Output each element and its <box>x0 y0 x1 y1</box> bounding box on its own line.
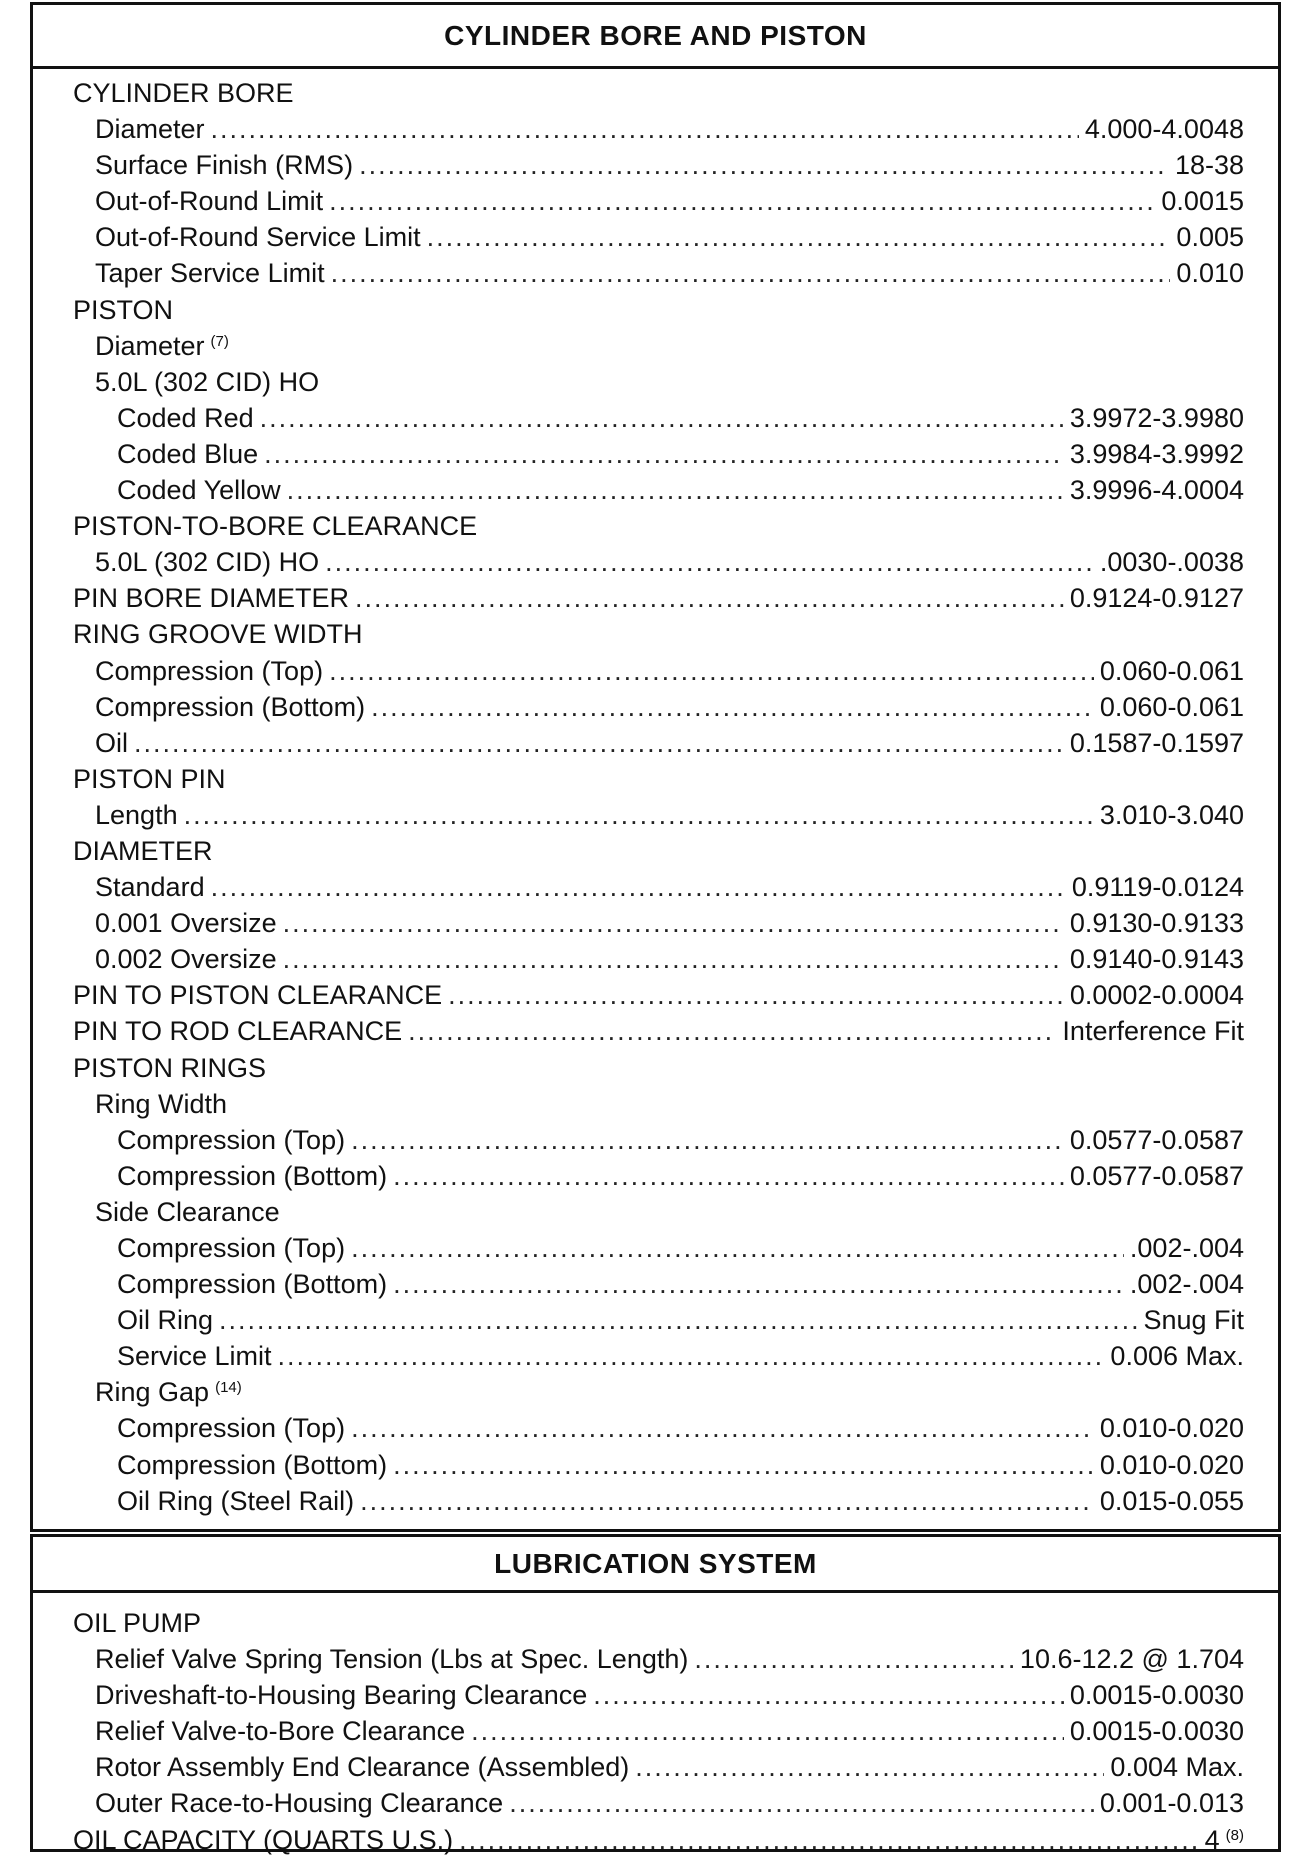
spec-label <box>117 1158 387 1194</box>
spec-value-text: Snug Fit <box>1143 1305 1244 1336</box>
spec-value <box>1176 219 1244 255</box>
spec-label-text: Coded Yellow <box>117 475 281 506</box>
spec-value-text: 0.010-0.020 <box>1099 1413 1244 1444</box>
dot-leader <box>329 653 1094 689</box>
spec-label-text: RING GROOVE WIDTH <box>73 619 363 650</box>
spec-value <box>1070 1122 1244 1158</box>
spec-row <box>33 1050 1278 1086</box>
spec-value <box>1072 869 1244 905</box>
spec-label <box>95 183 323 219</box>
spec-value-text: 0.0577-0.0587 <box>1069 1124 1244 1155</box>
spec-row <box>33 1749 1278 1785</box>
spec-value-text: 0.005 <box>1176 222 1244 253</box>
spec-label <box>95 869 205 905</box>
spec-value <box>1205 1822 1244 1858</box>
spec-row <box>33 1374 1278 1410</box>
dot-leader <box>371 689 1094 725</box>
spec-row <box>33 75 1278 111</box>
spec-label-text: PISTON <box>73 294 174 325</box>
spec-row <box>33 725 1278 761</box>
spec-label-text: Surface Finish (RMS) <box>95 150 354 181</box>
spec-value <box>1085 111 1244 147</box>
spec-row <box>33 1605 1278 1641</box>
spec-label-text: 5.0L (302 CID) HO <box>95 547 320 578</box>
spec-label-text: Length <box>95 799 178 830</box>
spec-value-text: 0.9124-0.9127 <box>1069 583 1244 614</box>
dot-leader <box>351 1410 1094 1446</box>
spec-value-text: .0030-.0038 <box>1099 547 1244 578</box>
spec-label <box>73 75 294 111</box>
spec-value <box>1070 1158 1244 1194</box>
spec-value-text: 0.010 <box>1176 258 1244 289</box>
spec-label <box>117 1266 387 1302</box>
spec-label-text: Compression (Bottom) <box>95 691 366 722</box>
spec-value-text: 3.9984-3.9992 <box>1069 438 1244 469</box>
dot-leader <box>509 1785 1094 1821</box>
dot-leader <box>355 580 1064 616</box>
spec-label <box>95 689 365 725</box>
spec-label-text: DIAMETER <box>73 835 213 866</box>
spec-label-text: Oil <box>95 727 128 758</box>
spec-value <box>1100 689 1244 725</box>
spec-row <box>33 1713 1278 1749</box>
spec-label-text: Compression (Bottom) <box>117 1160 388 1191</box>
spec-value <box>1020 1641 1244 1677</box>
spec-label <box>73 761 226 797</box>
spec-label-text: Diameter <box>95 114 205 145</box>
spec-row <box>33 328 1278 364</box>
spec-value-text: 0.9140-0.9143 <box>1069 944 1244 975</box>
spec-label-text: PIN TO ROD CLEARANCE <box>73 1016 403 1047</box>
spec-value <box>1100 1447 1244 1483</box>
spec-row <box>33 1230 1278 1266</box>
spec-label <box>95 1086 227 1122</box>
spec-value <box>1100 797 1244 833</box>
spec-label <box>95 364 319 400</box>
spec-value-text: 0.060-0.061 <box>1099 655 1244 686</box>
section-title: LUBRICATION SYSTEM <box>33 1537 1278 1593</box>
spec-value-text: 0.0015 <box>1161 186 1244 217</box>
spec-row <box>33 183 1278 219</box>
dot-leader <box>393 1447 1094 1483</box>
spec-label <box>73 1822 453 1858</box>
spec-label <box>95 544 319 580</box>
spec-value <box>1161 183 1244 219</box>
spec-label <box>73 292 173 328</box>
spec-row <box>33 797 1278 833</box>
spec-label <box>95 328 229 364</box>
spec-value <box>1143 1302 1244 1338</box>
spec-value <box>1070 1677 1244 1713</box>
dot-leader <box>360 1483 1094 1519</box>
cylinder-bore-section <box>30 2 1281 1532</box>
spec-value-text: 4.000-4.0048 <box>1084 114 1244 145</box>
dot-leader <box>184 797 1094 833</box>
spec-label-text: Ring Width <box>95 1088 228 1119</box>
spec-label <box>73 580 349 616</box>
dot-leader <box>278 1338 1105 1374</box>
spec-row <box>33 689 1278 725</box>
spec-label <box>73 616 363 652</box>
spec-label-text: Side Clearance <box>95 1196 280 1227</box>
spec-row <box>33 977 1278 1013</box>
spec-row <box>33 1302 1278 1338</box>
spec-label-text: Compression (Top) <box>95 655 324 686</box>
spec-value <box>1070 941 1244 977</box>
spec-row <box>33 255 1278 291</box>
spec-label-text: Out-of-Round Limit <box>95 186 324 217</box>
spec-value <box>1070 977 1244 1013</box>
dot-leader <box>211 869 1066 905</box>
spec-value <box>1110 1749 1244 1785</box>
spec-label-text: Oil Ring <box>117 1305 214 1336</box>
spec-value-text: 0.0015-0.0030 <box>1069 1716 1244 1747</box>
spec-row <box>33 1822 1278 1858</box>
spec-value <box>1062 1013 1244 1049</box>
spec-row <box>33 508 1278 544</box>
spec-label-text: Rotor Assembly End Clearance (Assembled) <box>95 1752 630 1783</box>
spec-label-text: Coded Red <box>117 402 254 433</box>
spec-row <box>33 869 1278 905</box>
spec-value-text: 0.060-0.061 <box>1099 691 1244 722</box>
spec-value-text: 0.001-0.013 <box>1099 1788 1244 1819</box>
spec-value <box>1100 653 1244 689</box>
spec-label <box>73 508 477 544</box>
spec-row <box>33 1785 1278 1821</box>
spec-value-text: 0.1587-0.1597 <box>1069 727 1244 758</box>
spec-value <box>1100 1410 1244 1446</box>
spec-rows <box>33 69 1278 1519</box>
spec-label-text: OIL CAPACITY (QUARTS U.S.) <box>73 1824 454 1855</box>
spec-label-text: Compression (Top) <box>117 1413 346 1444</box>
spec-label <box>73 1013 402 1049</box>
dot-leader <box>264 436 1064 472</box>
spec-value-text: .002-.004 <box>1129 1233 1244 1263</box>
spec-rows <box>33 1593 1278 1858</box>
dot-leader <box>359 147 1169 183</box>
spec-value <box>1175 147 1244 183</box>
spec-row <box>33 364 1278 400</box>
spec-value <box>1070 436 1244 472</box>
spec-label <box>117 472 281 508</box>
spec-row <box>33 833 1278 869</box>
spec-value-text: 0.0002-0.0004 <box>1069 980 1244 1011</box>
spec-label-text: OIL PUMP <box>73 1608 202 1638</box>
spec-label <box>95 1785 503 1821</box>
dot-leader <box>459 1822 1199 1858</box>
spec-label <box>73 1605 201 1641</box>
spec-row <box>33 1194 1278 1230</box>
spec-row <box>33 1086 1278 1122</box>
spec-row <box>33 472 1278 508</box>
spec-row <box>33 1338 1278 1374</box>
spec-label-text: Out-of-Round Service Limit <box>95 222 421 253</box>
spec-label-text: Standard <box>95 872 205 903</box>
spec-row <box>33 111 1278 147</box>
dot-leader <box>287 472 1064 508</box>
spec-label <box>117 1122 345 1158</box>
spec-value-text: 0.9119-0.0124 <box>1071 872 1244 903</box>
lubrication-section <box>30 1534 1281 1855</box>
spec-value-text: 3.9996-4.0004 <box>1069 475 1244 506</box>
spec-label <box>117 400 254 436</box>
dot-leader <box>329 183 1155 219</box>
spec-row <box>33 905 1278 941</box>
dot-leader <box>471 1713 1064 1749</box>
spec-row <box>33 1483 1278 1519</box>
spec-label-text: PISTON RINGS <box>73 1052 267 1083</box>
spec-value <box>1130 1266 1244 1302</box>
spec-label <box>117 1483 354 1519</box>
spec-value <box>1100 544 1244 580</box>
spec-label-text: PIN BORE DIAMETER <box>73 583 350 614</box>
spec-value-text: 10.6-12.2 @ 1.704 <box>1019 1644 1244 1675</box>
footnote-ref: (14) <box>215 1379 242 1397</box>
spec-label <box>117 436 258 472</box>
spec-label-text: Diameter <box>95 330 205 361</box>
spec-row <box>33 616 1278 652</box>
spec-label <box>95 255 325 291</box>
spec-label-text: 5.0L (302 CID) HO <box>95 366 320 397</box>
footnote-ref: (8) <box>1225 1826 1244 1844</box>
spec-value-text: 3.010-3.040 <box>1099 799 1244 830</box>
spec-label-text: 0.002 Oversize <box>95 944 277 975</box>
spec-label-text: Ring Gap <box>95 1377 210 1408</box>
spec-row <box>33 1122 1278 1158</box>
spec-label <box>95 1194 280 1230</box>
spec-label-text: Compression (Bottom) <box>117 1269 388 1300</box>
spec-value-text: 0.0015-0.0030 <box>1069 1680 1244 1711</box>
section-title: CYLINDER BORE AND PISTON <box>33 5 1278 69</box>
spec-row <box>33 761 1278 797</box>
spec-value <box>1110 1338 1244 1374</box>
spec-row <box>33 292 1278 328</box>
spec-label <box>117 1230 345 1266</box>
spec-value-text: 4 <box>1204 1824 1220 1855</box>
spec-label-text: Compression (Bottom) <box>117 1449 388 1480</box>
spec-label <box>95 941 277 977</box>
spec-value-text: 0.006 Max. <box>1110 1341 1244 1372</box>
spec-label <box>117 1302 213 1338</box>
dot-leader <box>134 725 1064 761</box>
spec-label <box>73 833 213 869</box>
spec-label <box>95 147 353 183</box>
spec-label-text: Coded Blue <box>117 438 259 469</box>
spec-value-text: 0.010-0.020 <box>1099 1449 1244 1480</box>
dot-leader <box>219 1302 1137 1338</box>
spec-value <box>1070 1713 1244 1749</box>
spec-label <box>117 1338 272 1374</box>
dot-leader <box>427 219 1171 255</box>
spec-label <box>95 1374 242 1410</box>
dot-leader <box>448 977 1064 1013</box>
spec-label <box>73 977 442 1013</box>
spec-label-text: PISTON-TO-BORE CLEARANCE <box>73 511 478 542</box>
dot-leader <box>325 544 1094 580</box>
spec-row <box>33 1641 1278 1677</box>
spec-value-text: 0.015-0.055 <box>1099 1485 1244 1516</box>
spec-value-text: 0.004 Max. <box>1110 1752 1244 1783</box>
spec-label-text: Outer Race-to-Housing Clearance <box>95 1788 504 1819</box>
spec-label <box>95 1641 688 1677</box>
spec-value-text: 3.9972-3.9980 <box>1069 402 1244 433</box>
dot-leader <box>211 111 1079 147</box>
dot-leader <box>283 941 1064 977</box>
spec-value-text: 18-38 <box>1174 150 1244 181</box>
spec-label <box>117 1447 387 1483</box>
spec-label <box>95 1677 587 1713</box>
spec-label-text: Compression (Top) <box>117 1124 346 1155</box>
spec-label-text: Service Limit <box>117 1341 272 1372</box>
dot-leader <box>260 400 1064 436</box>
spec-value <box>1130 1230 1244 1266</box>
dot-leader <box>393 1158 1064 1194</box>
dot-leader <box>408 1013 1056 1049</box>
dot-leader <box>283 905 1064 941</box>
spec-label-text: Driveshaft-to-Housing Bearing Clearance <box>95 1680 588 1711</box>
spec-value-text: .002-.004 <box>1129 1269 1244 1300</box>
spec-label <box>95 905 277 941</box>
spec-value <box>1070 580 1244 616</box>
spec-row <box>33 147 1278 183</box>
dot-leader <box>694 1641 1014 1677</box>
spec-value <box>1070 472 1244 508</box>
spec-value-text: 0.0577-0.0587 <box>1069 1160 1244 1191</box>
spec-label <box>95 797 178 833</box>
footnote-ref: (7) <box>210 332 229 350</box>
spec-value <box>1176 255 1244 291</box>
dot-leader <box>593 1677 1064 1713</box>
spec-label <box>95 219 421 255</box>
spec-value <box>1100 1483 1244 1519</box>
spec-row <box>33 1410 1278 1446</box>
spec-value-text: 0.9130-0.9133 <box>1069 908 1244 939</box>
spec-label-text: PISTON PIN <box>73 763 226 794</box>
spec-row <box>33 1447 1278 1483</box>
dot-leader <box>393 1266 1124 1302</box>
spec-label-text: Relief Valve Spring Tension (Lbs at Spec. Length) <box>95 1644 689 1675</box>
spec-value <box>1070 905 1244 941</box>
spec-label-text: CYLINDER BORE <box>73 78 294 108</box>
spec-row <box>33 1677 1278 1713</box>
spec-row <box>33 1158 1278 1194</box>
spec-label <box>95 725 128 761</box>
spec-label-text: 0.001 Oversize <box>95 908 277 939</box>
spec-row <box>33 436 1278 472</box>
spec-label <box>73 1050 266 1086</box>
dot-leader <box>351 1122 1064 1158</box>
spec-label <box>95 653 323 689</box>
spec-row <box>33 941 1278 977</box>
spec-row <box>33 544 1278 580</box>
spec-row <box>33 1013 1278 1049</box>
spec-row <box>33 1266 1278 1302</box>
dot-leader <box>351 1230 1124 1266</box>
spec-label-text: Taper Service Limit <box>95 258 325 289</box>
spec-value <box>1070 725 1244 761</box>
spec-value-text: Interference Fit <box>1062 1016 1244 1047</box>
spec-label-text: Compression (Top) <box>117 1233 346 1263</box>
spec-label-text: Relief Valve-to-Bore Clearance <box>95 1716 466 1747</box>
spec-label <box>95 1749 629 1785</box>
spec-label <box>95 111 205 147</box>
spec-value <box>1070 400 1244 436</box>
dot-leader <box>635 1749 1104 1785</box>
dot-leader <box>331 255 1171 291</box>
spec-label <box>95 1713 465 1749</box>
spec-label <box>117 1410 345 1446</box>
spec-row <box>33 219 1278 255</box>
spec-row <box>33 400 1278 436</box>
spec-value <box>1100 1785 1244 1821</box>
spec-row <box>33 653 1278 689</box>
spec-row <box>33 580 1278 616</box>
spec-label-text: PIN TO PISTON CLEARANCE <box>73 980 443 1011</box>
spec-label-text: Oil Ring (Steel Rail) <box>117 1485 355 1516</box>
